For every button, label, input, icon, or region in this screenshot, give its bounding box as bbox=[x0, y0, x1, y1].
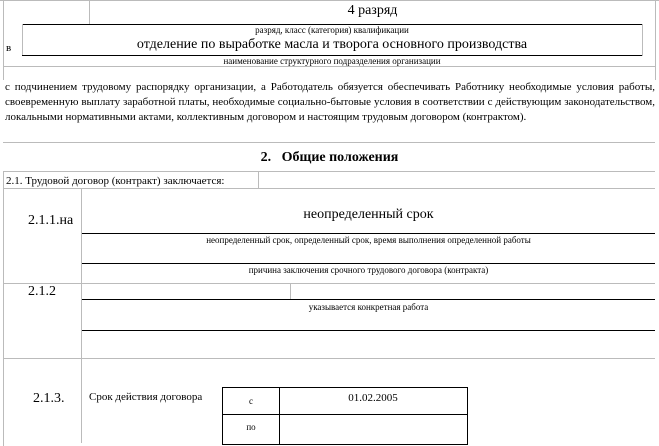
term-type-underline bbox=[82, 233, 655, 234]
grade-caption: разряд, класс (категория) квалификации bbox=[255, 25, 409, 35]
section-number: 2. bbox=[260, 150, 272, 165]
department-value: отделение по выработке масла и творога основного производства bbox=[136, 37, 528, 52]
label-column-divider bbox=[81, 188, 82, 443]
specific-work-caption: указывается конкретная работа bbox=[308, 302, 429, 312]
item-2-1-2-label: 2.1.2 bbox=[28, 284, 56, 299]
item-2-1-3-label: 2.1.3. bbox=[33, 391, 65, 406]
item-2-1-label: 2.1. Трудовой договор (контракт) заключается: bbox=[6, 175, 225, 187]
right-border bbox=[655, 0, 656, 80]
item-2-1-1-bottom bbox=[3, 283, 655, 284]
term-to-label: по bbox=[246, 422, 256, 432]
department-cell-right bbox=[642, 24, 643, 56]
item-2-1-2-bottom bbox=[3, 358, 655, 359]
item-2-1-divider bbox=[258, 171, 259, 188]
item-2-1-2-divider bbox=[290, 283, 291, 299]
left-border bbox=[3, 0, 4, 80]
specific-work-underline bbox=[82, 299, 655, 300]
section-title bbox=[0, 150, 659, 166]
item-2-1-top bbox=[3, 171, 655, 172]
item-2-1-bottom bbox=[3, 188, 655, 189]
contract-term-label: Срок действия договора bbox=[89, 391, 203, 403]
department-caption: наименование структурного подразделения организации bbox=[223, 56, 441, 66]
fixed-term-reason-caption: причина заключения срочного трудового договора (контракта) bbox=[248, 265, 489, 275]
obligations-paragraph: с подчинением трудовому распорядку организации, а Работодатель обязуется обеспечивать Работнику необходимые условия работы, своевременную выплату заработной платы, необходимые социально-бытовые условия в соответствии с действующим законодательством, локальными нормативными актами, коллективным договором и настоящим трудовым договором (контрактом). bbox=[5, 81, 655, 123]
contract-term-row-divider bbox=[222, 414, 467, 415]
paragraph-bottom bbox=[3, 142, 655, 143]
department-prefix: в bbox=[6, 42, 12, 54]
specific-work-line-2 bbox=[82, 330, 655, 331]
grade-value: 4 разряд bbox=[347, 3, 398, 18]
top-border bbox=[0, 0, 659, 1]
lower-left-border bbox=[3, 171, 4, 446]
term-type-caption: неопределенный срок, определенный срок, время выполнения определенной работы bbox=[206, 235, 531, 245]
item-2-1-1-label: 2.1.1.на bbox=[28, 213, 74, 228]
department-row-bottom bbox=[3, 66, 655, 67]
term-from-value[interactable]: 01.02.2005 bbox=[348, 392, 398, 404]
fixed-term-reason-underline bbox=[82, 263, 655, 264]
term-type-value: неопределенный срок bbox=[303, 207, 434, 222]
term-from-label: с bbox=[249, 396, 253, 406]
section-title-text: Общие положения bbox=[281, 150, 399, 165]
